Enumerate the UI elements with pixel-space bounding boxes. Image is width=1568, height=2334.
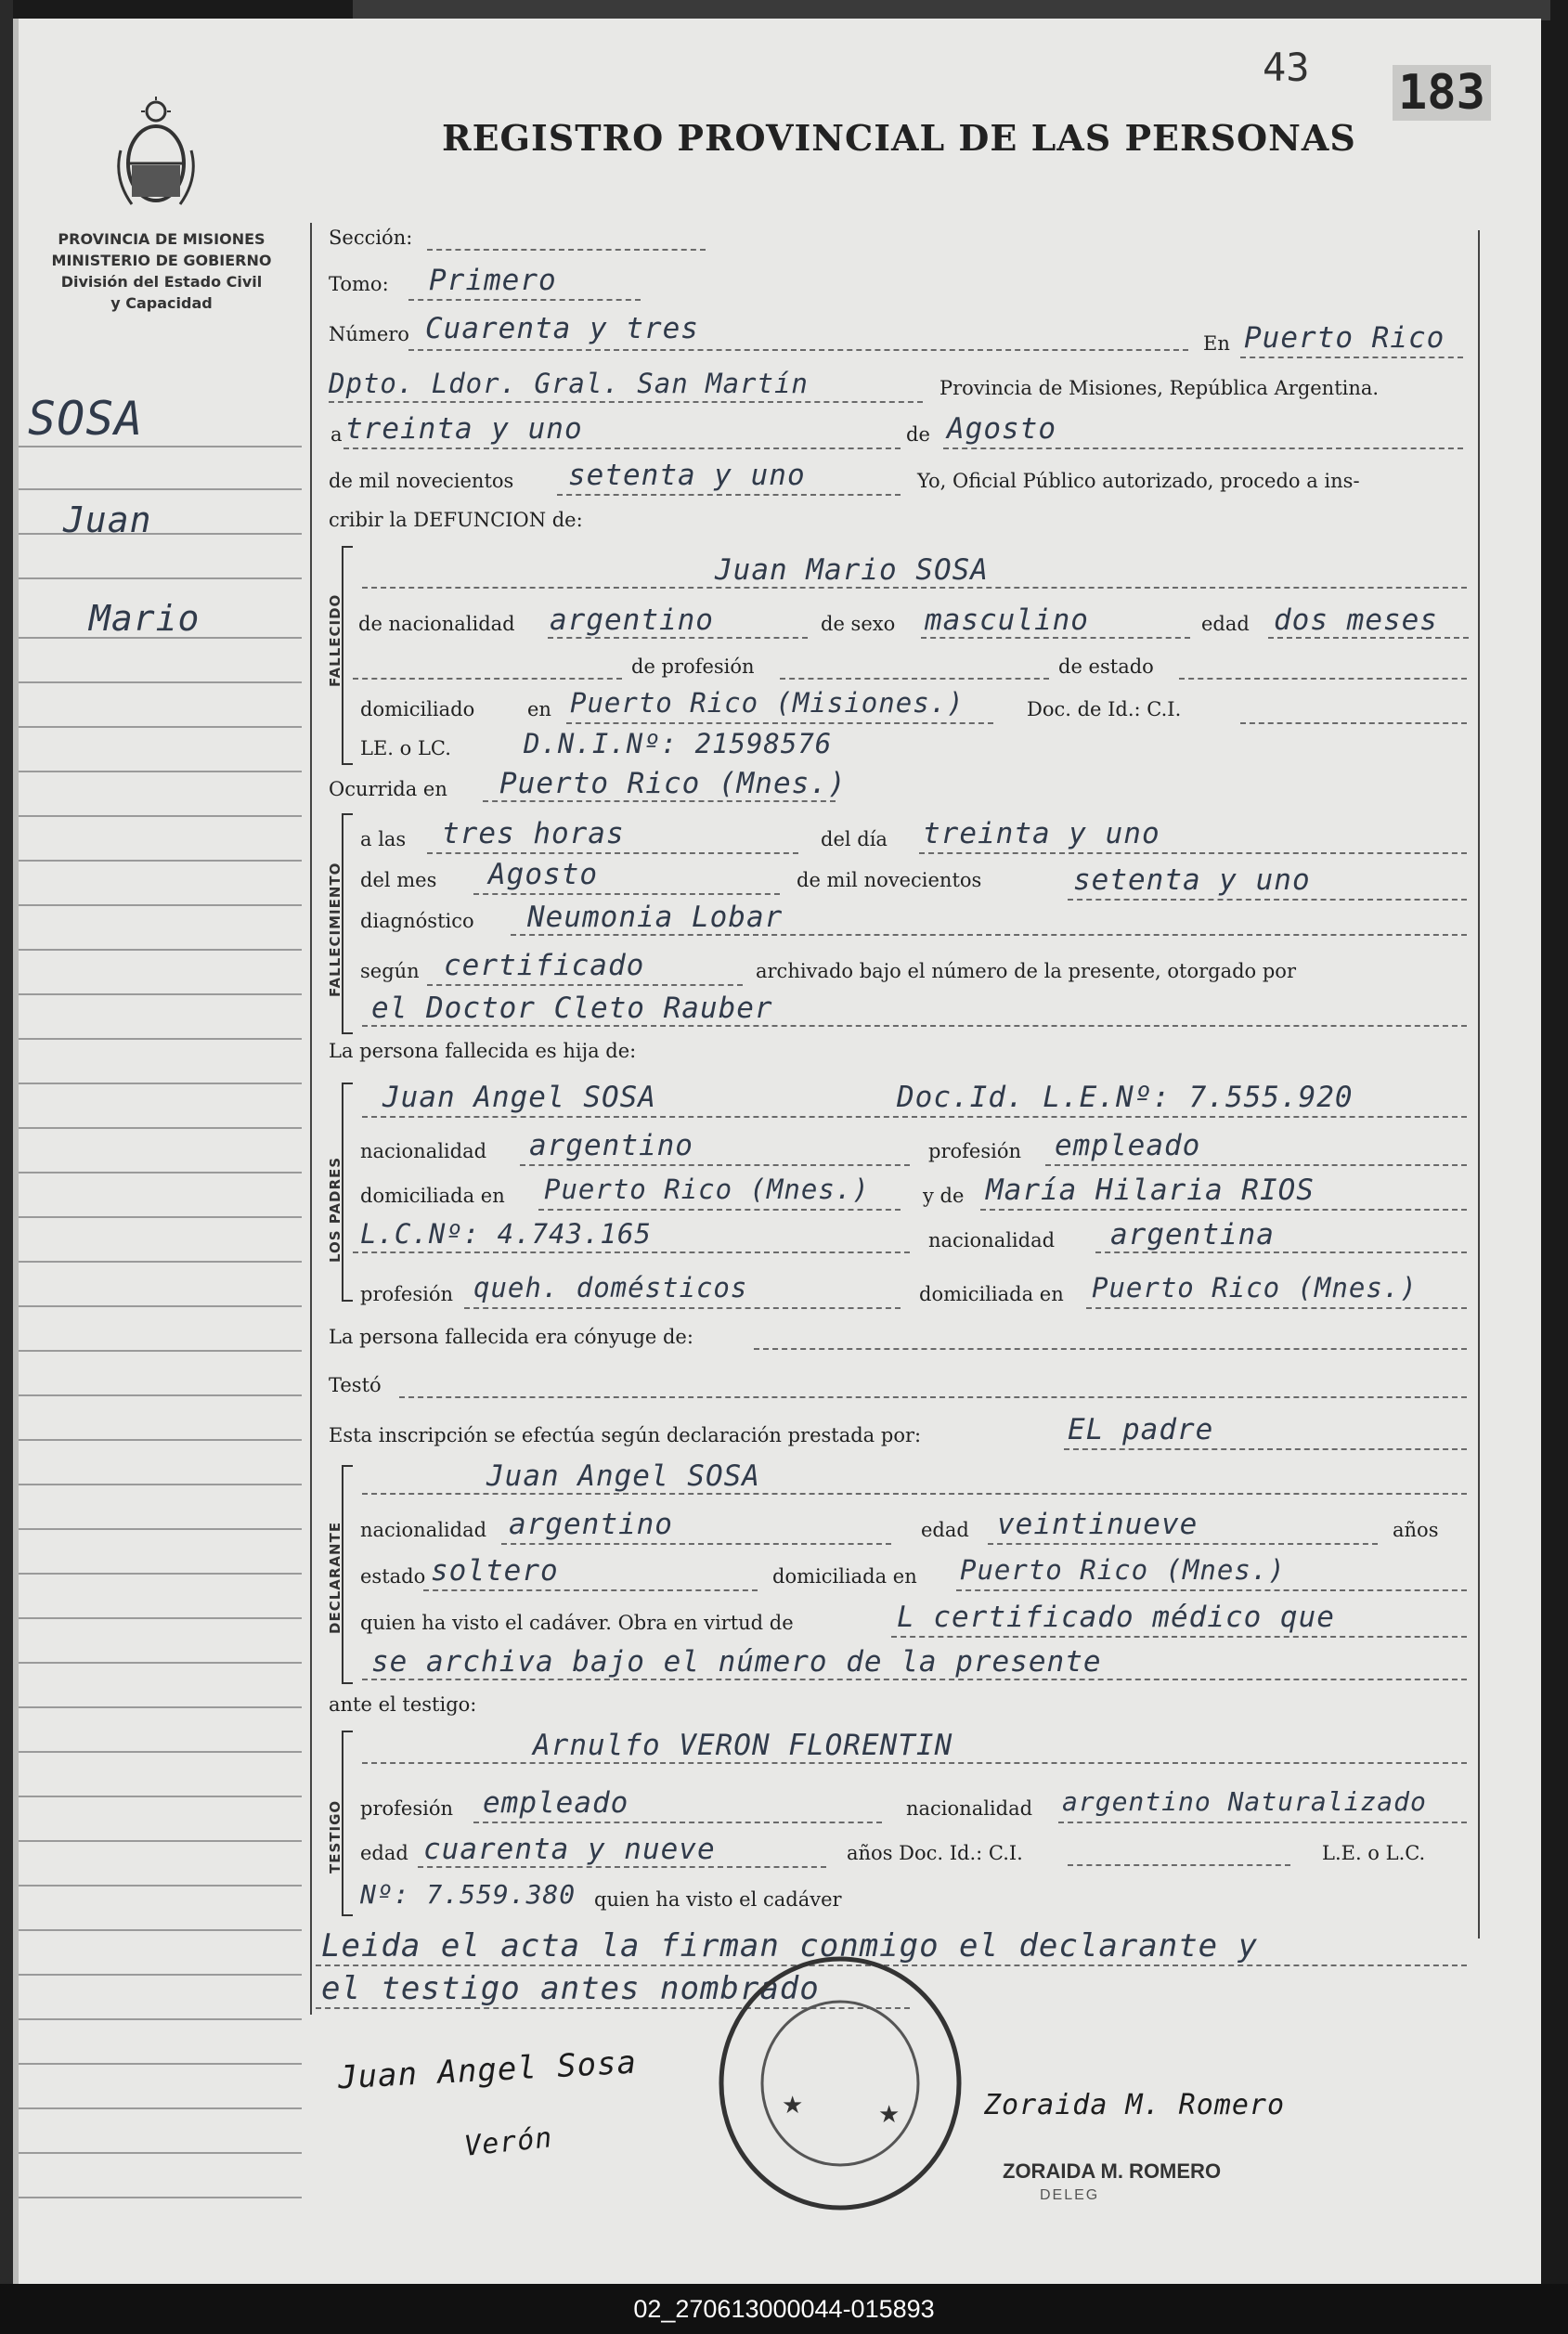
margin-first-name: Juan xyxy=(63,499,152,540)
fallecido-section-label: FALLECIDO xyxy=(327,593,343,687)
tomo-value: Primero xyxy=(429,264,557,297)
segun-label: según xyxy=(360,960,420,982)
madre-domicilio-value: Puerto Rico (Mnes.) xyxy=(1092,1272,1418,1303)
declarante-estado-value: soltero xyxy=(431,1554,559,1588)
madre-nombre: María Hilaria RIOS xyxy=(986,1173,1315,1207)
doc-label: Doc. de Id.: C.I. xyxy=(1027,698,1182,720)
ocurrida-label: Ocurrida en xyxy=(329,778,447,800)
declarante-signature: Juan Angel Sosa xyxy=(337,2043,638,2097)
en-label: En xyxy=(1203,332,1230,355)
fallecimiento-mil-label: de mil novecientos xyxy=(797,869,982,891)
oficial-signature: Zoraida M. Romero xyxy=(984,2089,1286,2121)
profesion-label: de profesión xyxy=(631,655,755,678)
testigo-nacionalidad-value: argentino Naturalizado xyxy=(1062,1786,1427,1817)
declarante-nombre: Juan Angel SOSA xyxy=(486,1459,760,1493)
stamped-page-number: 183 xyxy=(1393,65,1491,121)
authority-line: PROVINCIA DE MISIONES xyxy=(58,230,266,248)
margin-surname: SOSA xyxy=(28,392,144,446)
padre-documento: Doc.Id. L.E.Nº: 7.555.920 xyxy=(897,1081,1354,1114)
margin-middle-name: Mario xyxy=(89,598,201,639)
declarante-domicilio-value: Puerto Rico (Mnes.) xyxy=(960,1554,1286,1586)
madre-nacionalidad-label: nacionalidad xyxy=(928,1229,1056,1251)
testigo-nacionalidad-label: nacionalidad xyxy=(906,1797,1033,1820)
padre-nacionalidad-label: nacionalidad xyxy=(360,1140,487,1162)
conyuge-label: La persona fallecida era cónyuge de: xyxy=(329,1326,693,1348)
segun-value: certificado xyxy=(444,949,645,982)
fallecimiento-anio-value: setenta y uno xyxy=(1073,863,1311,897)
authority-line: MINISTERIO DE GOBIERNO xyxy=(51,252,272,269)
declarante-edad-label: edad xyxy=(921,1519,969,1541)
testigo-section-label: TESTIGO xyxy=(327,1799,343,1874)
anio-value: setenta y uno xyxy=(568,459,806,492)
madre-documento: L.C.Nº: 4.743.165 xyxy=(360,1218,652,1250)
declarante-nacionalidad-label: nacionalidad xyxy=(360,1519,487,1541)
del-dia-label: del día xyxy=(821,828,888,850)
testo-label: Testó xyxy=(329,1374,382,1396)
madre-profesion-value: queh. domésticos xyxy=(473,1272,748,1303)
le-label: LE. o LC. xyxy=(360,737,451,759)
declarante-nacionalidad-value: argentino xyxy=(509,1508,673,1541)
inscribir-text: cribir la DEFUNCION de: xyxy=(329,509,583,531)
page-title: REGISTRO PROVINCIAL DE LAS PERSONAS xyxy=(442,117,1356,159)
nacionalidad-label: de nacionalidad xyxy=(358,613,515,635)
declaracion-label: Esta inscripción se efectúa según declaración prestada por: xyxy=(329,1424,922,1446)
diagnostico-value: Neumonia Lobar xyxy=(527,901,784,934)
folio-number: 43 xyxy=(1263,45,1310,90)
testigo-le-label: L.E. o L.C. xyxy=(1322,1842,1426,1864)
numero-value: Cuarenta y tres xyxy=(425,312,699,345)
a-las-label: a las xyxy=(360,828,407,850)
official-seal-icon xyxy=(715,1953,965,2213)
right-rule xyxy=(1478,230,1480,1939)
a-label: a xyxy=(330,423,343,446)
hora-value: tres horas xyxy=(442,817,625,850)
testigo-label: ante el testigo: xyxy=(329,1693,477,1716)
madre-domiciliada-label: domiciliada en xyxy=(919,1283,1064,1305)
authority-line: División del Estado Civil xyxy=(60,273,263,291)
coat-of-arms-icon xyxy=(113,95,199,215)
nacionalidad-value: argentino xyxy=(550,603,714,637)
testigo-profesion-value: empleado xyxy=(483,1786,629,1820)
declarante-edad-value: veintinueve xyxy=(997,1508,1199,1541)
book-edge xyxy=(353,0,1550,20)
scan-footer xyxy=(0,2284,1568,2334)
fallecimiento-section-label: FALLECIMIENTO xyxy=(327,862,343,997)
madre-nacionalidad-value: argentina xyxy=(1110,1218,1275,1251)
sexo-label: de sexo xyxy=(821,613,896,635)
cadaver-text: quien ha visto el cadáver. Obra en virtud de xyxy=(360,1612,794,1634)
diagnostico-label: diagnóstico xyxy=(360,910,474,932)
mil-label: de mil novecientos xyxy=(329,470,514,492)
dia-value: treinta y uno xyxy=(345,412,583,446)
edad-value: dos meses xyxy=(1274,603,1438,637)
sexo-value: masculino xyxy=(925,603,1089,637)
anios-label: años xyxy=(1393,1519,1439,1541)
declarante-domiciliada-label: domiciliada en xyxy=(772,1565,917,1588)
madre-profesion-label: profesión xyxy=(360,1283,453,1305)
archivado-text: archivado bajo el número de la presente, otorgado por xyxy=(756,960,1296,982)
svg-text:★: ★ xyxy=(782,2092,804,2120)
y-de-label: y de xyxy=(923,1185,965,1207)
virtud-continuation: se archiva bajo el número de la presente xyxy=(371,1645,1102,1679)
testigo-profesion-label: profesión xyxy=(360,1797,453,1820)
virtud-value: L certificado médico que xyxy=(897,1601,1335,1634)
medico-value: el Doctor Cleto Rauber xyxy=(371,992,773,1025)
estado-label: de estado xyxy=(1058,655,1154,678)
declaracion-por: EL padre xyxy=(1068,1413,1214,1446)
numero-label: Número xyxy=(329,323,409,345)
padres-section-label: LOS PADRES xyxy=(327,1156,343,1263)
fallecimiento-dia-value: treinta y uno xyxy=(923,817,1160,850)
padre-domiciliada-label: domiciliada en xyxy=(360,1185,505,1207)
testigo-signature: Verón xyxy=(462,2121,554,2163)
lugar-value: Puerto Rico xyxy=(1244,321,1445,355)
del-mes-label: del mes xyxy=(360,869,437,891)
padre-nacionalidad-value: argentino xyxy=(529,1129,693,1162)
testigo-cadaver-text: quien ha visto el cadáver xyxy=(594,1888,842,1911)
testigo-anios-doc-label: años Doc. Id.: C.I. xyxy=(847,1842,1023,1864)
svg-text:★: ★ xyxy=(878,2101,901,2129)
seccion-label: Sección: xyxy=(329,227,413,249)
authority-line: y Capacidad xyxy=(110,294,213,312)
scan-id: 02_270613000044-015893 xyxy=(633,2295,935,2323)
domiciliado-label: domiciliado xyxy=(360,698,475,720)
testigo-edad-label: edad xyxy=(360,1842,408,1864)
documento-value: D.N.I.Nº: 21598576 xyxy=(524,728,833,759)
mes-value: Agosto xyxy=(947,412,1056,446)
issuing-authority xyxy=(13,228,310,314)
padre-profesion-label: profesión xyxy=(928,1140,1021,1162)
seal-cargo: DELEG xyxy=(1040,2187,1100,2203)
edad-label: edad xyxy=(1201,613,1250,635)
testigo-edad-value: cuarenta y nueve xyxy=(423,1833,716,1866)
oficial-text: Yo, Oficial Público autorizado, procedo a ins- xyxy=(917,470,1360,492)
declarante-section-label: DECLARANTE xyxy=(327,1521,343,1634)
closing-line-2: el testigo antes nombrado xyxy=(321,1970,820,2007)
ocurrida-value: Puerto Rico (Mnes.) xyxy=(499,767,847,800)
fallecido-nombre: Juan Mario SOSA xyxy=(715,553,989,587)
fallecimiento-mes-value: Agosto xyxy=(488,858,598,891)
padre-nombre: Juan Angel SOSA xyxy=(382,1081,656,1114)
margin-rule xyxy=(310,223,312,2015)
de-label: de xyxy=(906,423,930,446)
testigo-documento: Nº: 7.559.380 xyxy=(360,1879,577,1910)
domicilio-value: Puerto Rico (Misiones.) xyxy=(570,687,965,719)
closing-line-1: Leida el acta la firman conmigo el declarante y xyxy=(321,1927,1259,1964)
provincia-text: Provincia de Misiones, República Argentina. xyxy=(940,377,1380,399)
testigo-nombre: Arnulfo VERON FLORENTIN xyxy=(533,1729,953,1762)
book-spine xyxy=(0,0,13,2334)
seal-name: ZORAIDA M. ROMERO xyxy=(1003,2159,1222,2183)
tomo-label: Tomo: xyxy=(329,273,389,295)
hija-label: La persona fallecida es hija de: xyxy=(329,1040,637,1062)
padre-domicilio-value: Puerto Rico (Mnes.) xyxy=(544,1173,870,1205)
padre-profesion-value: empleado xyxy=(1055,1129,1201,1162)
declarante-estado-label: estado xyxy=(360,1565,426,1588)
domicilio-en-label: en xyxy=(527,698,551,720)
departamento-value: Dpto. Ldor. Gral. San Martín xyxy=(329,368,809,399)
